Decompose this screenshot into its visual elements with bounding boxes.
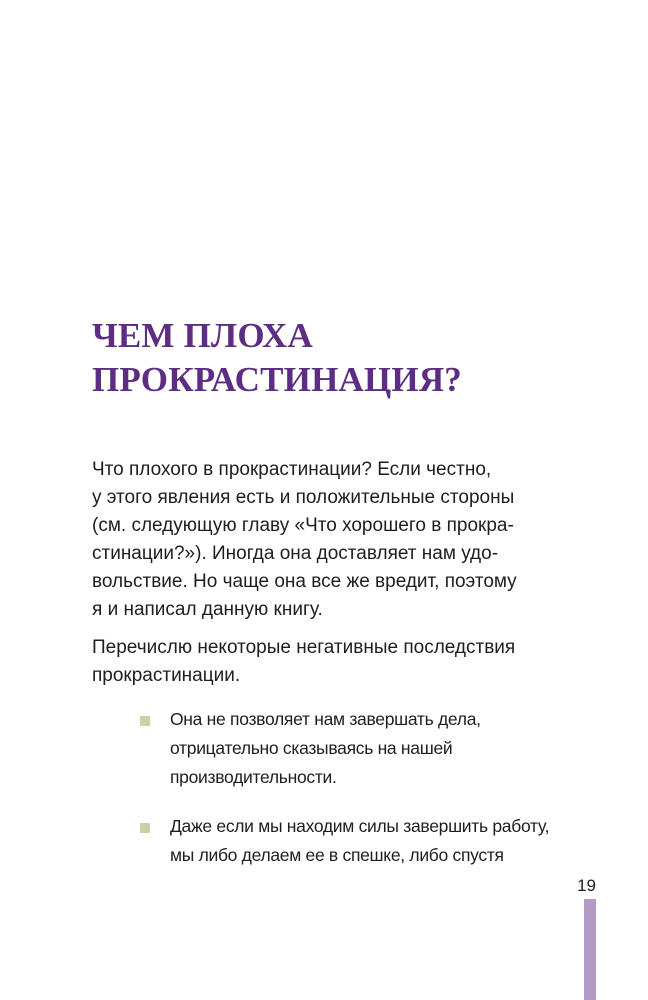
paragraph-line: стинации?»). Иногда она доставляет нам удо-	[92, 543, 499, 564]
bullet-line: мы либо делаем ее в спешке, либо спустя	[170, 845, 504, 865]
bullet-text	[170, 812, 570, 870]
bullet-line: Она не позволяет нам завершать дела,	[170, 709, 481, 729]
paragraph-line: Что плохого в прокрастинации? Если честно,	[92, 459, 492, 480]
paragraph-line: прокрастинации.	[92, 665, 241, 686]
paragraph-line: Перечислю некоторые негативные последствия	[92, 637, 516, 658]
bullet-line: производительности.	[170, 767, 337, 787]
square-bullet-icon	[140, 716, 150, 726]
paragraph-line: вольствие. Но чаще она все же вредит, поэтому	[92, 571, 517, 592]
paragraph-line: я и написал данную книгу.	[92, 599, 323, 620]
page-edge-bar	[584, 899, 596, 1000]
page-number: 19	[577, 876, 596, 895]
bullet-text	[170, 705, 570, 792]
paragraph-line: у этого явления есть и положительные стороны	[92, 487, 515, 508]
paragraph	[92, 456, 552, 624]
square-bullet-icon	[140, 823, 150, 833]
paragraph	[92, 634, 552, 690]
bullet-line: отрицательно сказываясь на нашей	[170, 738, 453, 758]
paragraph-line: (см. следующую главу «Что хорошего в прокра-	[92, 515, 514, 536]
bullet-line: Даже если мы находим силы завершить работу,	[170, 816, 550, 836]
chapter-title-line: ПРОКРАСТИНАЦИЯ?	[92, 360, 463, 399]
chapter-title-line: ЧЕМ ПЛОХА	[92, 316, 313, 355]
chapter-title	[92, 314, 462, 402]
